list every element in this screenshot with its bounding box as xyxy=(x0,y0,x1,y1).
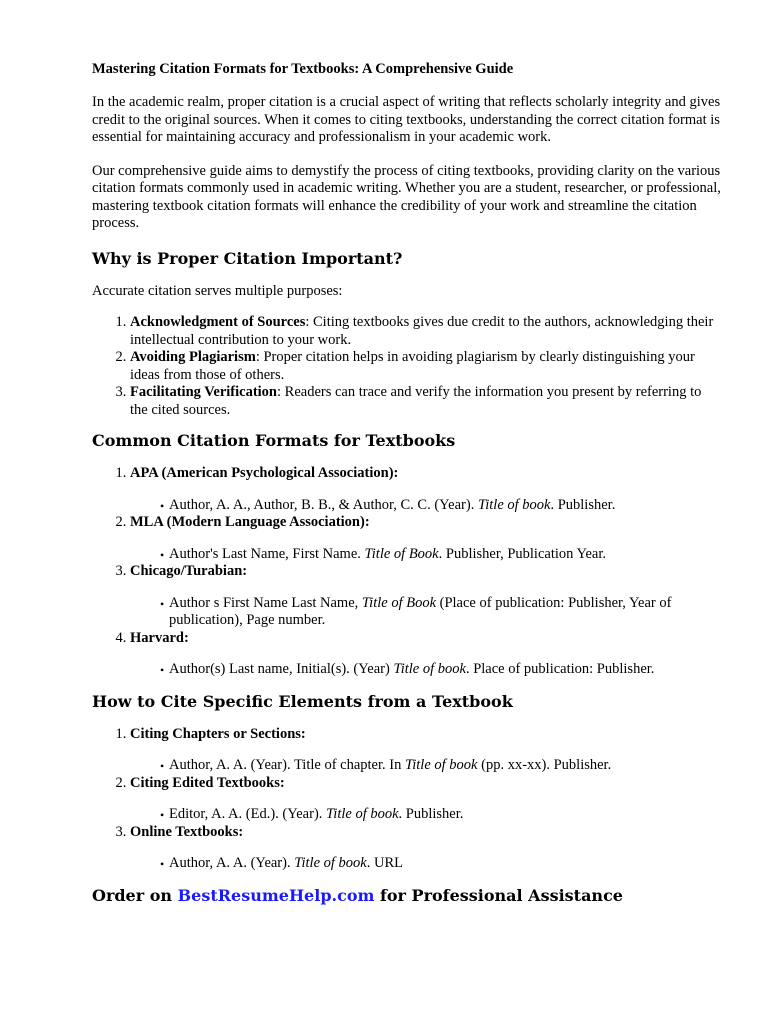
format-name: Harvard xyxy=(130,629,184,646)
example-title: Title of book xyxy=(404,757,478,773)
purpose-text: : Citing textbooks gives due credit to the authors, acknowledging their intellectual contribution to your work. xyxy=(130,314,714,348)
list-item xyxy=(130,563,722,630)
element-example-list xyxy=(92,757,722,775)
example-pre: Author, A. A., Author, B. B., & Author, C. C. (Year). xyxy=(169,496,478,513)
example-pre: Author, A. A. (Year). xyxy=(169,855,295,871)
element-name: Online Textbooks xyxy=(130,823,239,840)
format-example-list xyxy=(92,595,722,630)
example-pre: Author s First Name Last Name, xyxy=(169,594,362,611)
element-example-list xyxy=(92,855,722,873)
example-title: Title of Book xyxy=(364,545,439,562)
formats-heading: Common Citation Formats for Textbooks xyxy=(92,431,456,450)
format-suffix: : xyxy=(364,514,370,530)
purpose-term: Avoiding Plagiarism xyxy=(130,349,256,365)
list-item xyxy=(130,349,722,384)
list-item xyxy=(130,384,722,419)
list-item xyxy=(130,630,722,679)
list-item xyxy=(130,465,722,514)
list-item xyxy=(130,514,722,563)
list-item xyxy=(130,775,722,824)
element-suffix: : xyxy=(279,774,285,791)
example-pre: Author's Last Name, First Name. xyxy=(169,545,365,562)
example-post: (Place of publication: Publisher, Year of publication), Page number. xyxy=(169,594,672,628)
format-example-list xyxy=(92,497,722,515)
element-example-list xyxy=(92,806,722,824)
example-title: Title of book xyxy=(294,855,367,871)
format-example xyxy=(169,546,722,564)
purpose-term: Facilitating Verification xyxy=(130,384,277,400)
document-title: Mastering Citation Formats for Textbooks: A Comprehensive Guide xyxy=(92,61,514,77)
format-example xyxy=(169,497,722,515)
element-suffix: : xyxy=(300,725,306,742)
format-suffix: : xyxy=(242,563,248,579)
example-post: . Publisher. xyxy=(550,496,616,513)
purpose-list xyxy=(92,314,722,419)
format-example xyxy=(169,661,722,679)
element-name: Citing Chapters or Sections xyxy=(130,725,301,742)
format-example xyxy=(169,595,722,630)
list-item xyxy=(130,314,722,349)
element-example xyxy=(169,806,722,824)
list-item xyxy=(130,726,722,775)
format-suffix: : xyxy=(393,465,399,481)
example-post: . Place of publication: Publisher. xyxy=(465,661,655,677)
format-example-list xyxy=(92,661,722,679)
order-post: for Professional Assistance xyxy=(374,885,623,905)
element-example xyxy=(169,855,722,873)
elements-list xyxy=(92,726,722,873)
format-name: MLA (Modern Language Association) xyxy=(130,514,365,530)
intro-paragraph-1: In the academic realm, proper citation is a crucial aspect of writing that reflects scholarly integrity and gives credit to the original sources. When it comes to citing textbooks, understanding the correct citation format is essential for maintaining accuracy and professionalism in your academic work. xyxy=(92,94,721,145)
format-suffix: : xyxy=(183,629,189,646)
list-item xyxy=(130,824,722,873)
example-post: (pp. xx-xx). Publisher. xyxy=(477,757,612,773)
example-post: . URL xyxy=(366,855,403,871)
example-pre: Author, A. A. (Year). Title of chapter. In xyxy=(169,757,405,773)
example-pre: Editor, A. A. (Ed.). (Year). xyxy=(169,806,327,822)
example-post: . Publisher. xyxy=(398,806,464,822)
element-suffix: : xyxy=(238,823,244,840)
example-title: Title of book xyxy=(477,496,551,513)
purpose-term: Acknowledgment of Sources xyxy=(130,314,306,330)
elements-heading: How to Cite Specific Elements from a Textbook xyxy=(92,691,513,711)
purpose-text: : Readers can trace and verify the information you present by referring to the cited sources. xyxy=(130,384,702,418)
intro-paragraph-2: Our comprehensive guide aims to demystify the process of citing textbooks, providing clarity on the various citation formats commonly used in academic writing. Whether you are a student, researcher, or professional, mastering textbook citation formats will enhance the credibility of your work and streamline the citation process. xyxy=(92,162,721,231)
why-heading: Why is Proper Citation Important? xyxy=(92,248,403,268)
order-link[interactable]: BestResumeHelp.com xyxy=(177,885,375,905)
element-name: Citing Edited Textbooks xyxy=(130,774,280,791)
example-post: . Publisher, Publication Year. xyxy=(438,545,607,562)
purpose-text: : Proper citation helps in avoiding plagiarism by clearly distinguishing your ideas from those of others. xyxy=(130,349,695,383)
order-pre: Order on xyxy=(92,885,178,905)
document-content xyxy=(92,60,722,906)
element-example xyxy=(169,757,722,775)
why-lead: Accurate citation serves multiple purposes: xyxy=(92,282,343,299)
format-example-list xyxy=(92,546,722,564)
format-name: APA (American Psychological Association) xyxy=(130,465,394,481)
formats-list xyxy=(92,465,722,679)
example-title: Title of book xyxy=(326,806,399,822)
format-name: Chicago/Turabian xyxy=(130,563,243,579)
order-heading xyxy=(92,886,722,906)
example-pre: Author(s) Last name, Initial(s). (Year) xyxy=(169,661,394,677)
example-title: Title of Book xyxy=(361,594,437,611)
example-title: Title of book xyxy=(393,661,466,677)
